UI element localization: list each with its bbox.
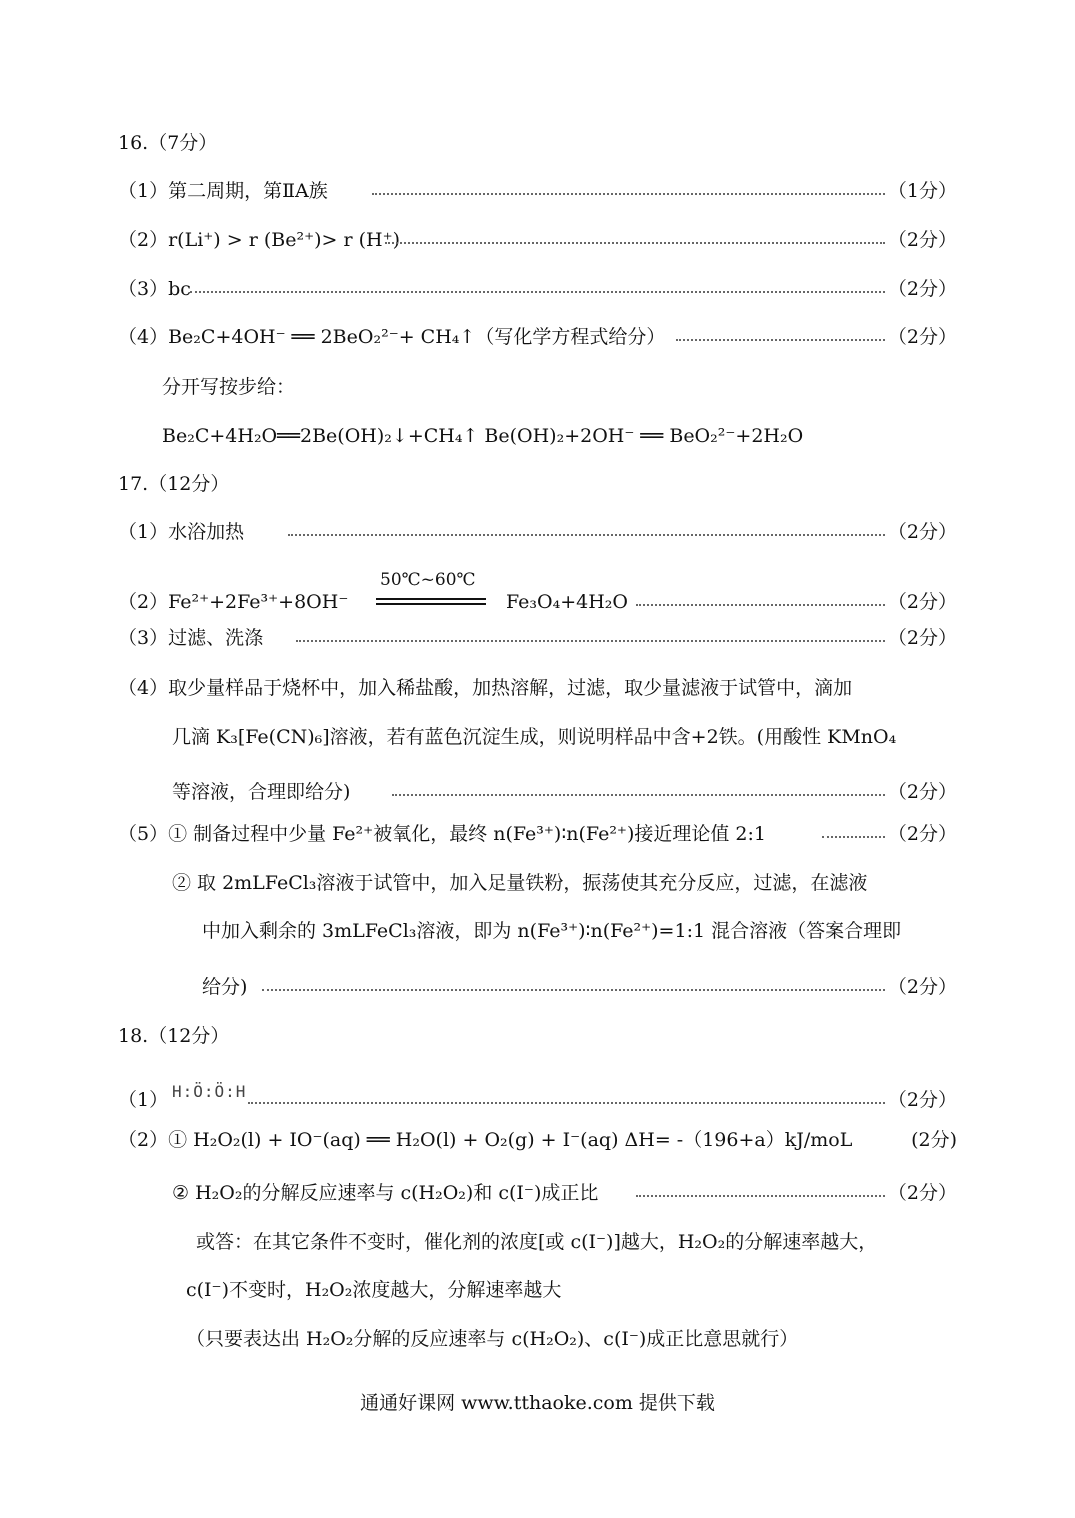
q17-part5b-line3: 给分) （2分） <box>202 976 957 998</box>
q17-part2: （2）Fe²⁺+2Fe³⁺+8OH⁻ 50℃~60℃ Fe₃O₄+4H₂O （2分） <box>0 585 1075 619</box>
q18-alt-line1: 或答：在其它条件不变时，催化剂的浓度[或 c(I⁻)]越大，H₂O₂的分解速率越大， <box>196 1231 878 1253</box>
leader-dots <box>636 1195 885 1197</box>
q17-part5a: （5）① 制备过程中少量 Fe²⁺被氧化，最终 n(Fe³⁺)∶n(Fe²⁺)接近理论值 2:1 （2分） <box>118 823 957 845</box>
q17-heading: 17.（12分） <box>118 473 230 495</box>
q18-alt-line3: （只要表达出 H₂O₂分解的反应速率与 c(H₂O₂)、c(I⁻)成正比意思就行） <box>186 1328 799 1350</box>
leader-dots <box>372 193 885 195</box>
q18-heading: 18.（12分） <box>118 1025 230 1047</box>
q16-part2: （2）r(Li⁺) > r (Be²⁺)> r (H⁺) （2分） <box>118 229 957 251</box>
q17-part5b-line2: 中加入剩余的 3mLFeCl₃溶液，即为 n(Fe³⁺)∶n(Fe²⁺)=1:1 混合溶液（答案合理即 <box>202 920 902 942</box>
h2o2-lewis-structure: H:Ö:Ö:H <box>172 1082 247 1101</box>
leader-dots <box>262 989 885 991</box>
q17-part3: （3）过滤、洗涤 （2分） <box>118 627 957 649</box>
q18-alt-line2: c(I⁻)不变时，H₂O₂浓度越大，分解速率越大 <box>186 1279 562 1301</box>
leader-dots <box>392 794 885 796</box>
q18-part2b: ② H₂O₂的分解反应速率与 c(H₂O₂)和 c(I⁻)成正比 （2分） <box>172 1182 957 1204</box>
q17-part1: （1）水浴加热 （2分） <box>118 521 957 543</box>
leader-dots <box>822 836 885 838</box>
footer-credit: 通通好课网 www.tthaoke.com 提供下载 <box>360 1392 715 1414</box>
q18-part2a: （2）① H₂O₂(l) + IO⁻(aq) ══ H₂O(l) + O₂(g) + I⁻(aq) ΔH= -（196+a）kJ/moL (2分) <box>118 1129 957 1151</box>
leader-dots <box>190 291 885 293</box>
q17-part4-line2: 几滴 K₃[Fe(CN)₆]溶液，若有蓝色沉淀生成，则说明样品中含+2铁。(用酸性 KMnO₄ <box>172 726 897 748</box>
leader-dots <box>296 640 885 642</box>
leader-dots <box>248 1102 885 1104</box>
q17-part5b-line1: ② 取 2mLFeCl₃溶液于试管中，加入足量铁粉，振荡使其充分反应，过滤，在滤液 <box>172 872 868 894</box>
q17-part4-line3: 等溶液，合理即给分) （2分） <box>172 781 957 803</box>
q17-part4-line1: （4）取少量样品于烧杯中，加入稀盐酸，加热溶解，过滤，取少量滤液于试管中，滴加 <box>118 677 853 699</box>
equilibrium-sign <box>376 598 486 605</box>
q16-steps: Be₂C+4H₂O══2Be(OH)₂↓+CH₄↑ Be(OH)₂+2OH⁻ ══ BeO₂²⁻+2H₂O <box>162 425 804 447</box>
q16-part1: （1）第二周期，第ⅡA族 （1分） <box>118 180 957 202</box>
q16-heading: 16.（7分） <box>118 132 218 154</box>
q18-part1: （1） H:Ö:Ö:H （2分） <box>0 1083 1075 1117</box>
reaction-condition: 50℃~60℃ <box>380 570 476 590</box>
q16-part3: （3）bc （2分） <box>118 278 957 300</box>
leader-dots <box>288 534 885 536</box>
leader-dots <box>636 604 885 606</box>
q16-part4: （4）Be₂C+4OH⁻ ══ 2BeO₂²⁻+ CH₄↑（写化学方程式给分） （2分） <box>118 326 957 348</box>
leader-dots <box>385 242 885 244</box>
q16-note: 分开写按步给： <box>162 376 296 398</box>
leader-dots <box>676 339 885 341</box>
